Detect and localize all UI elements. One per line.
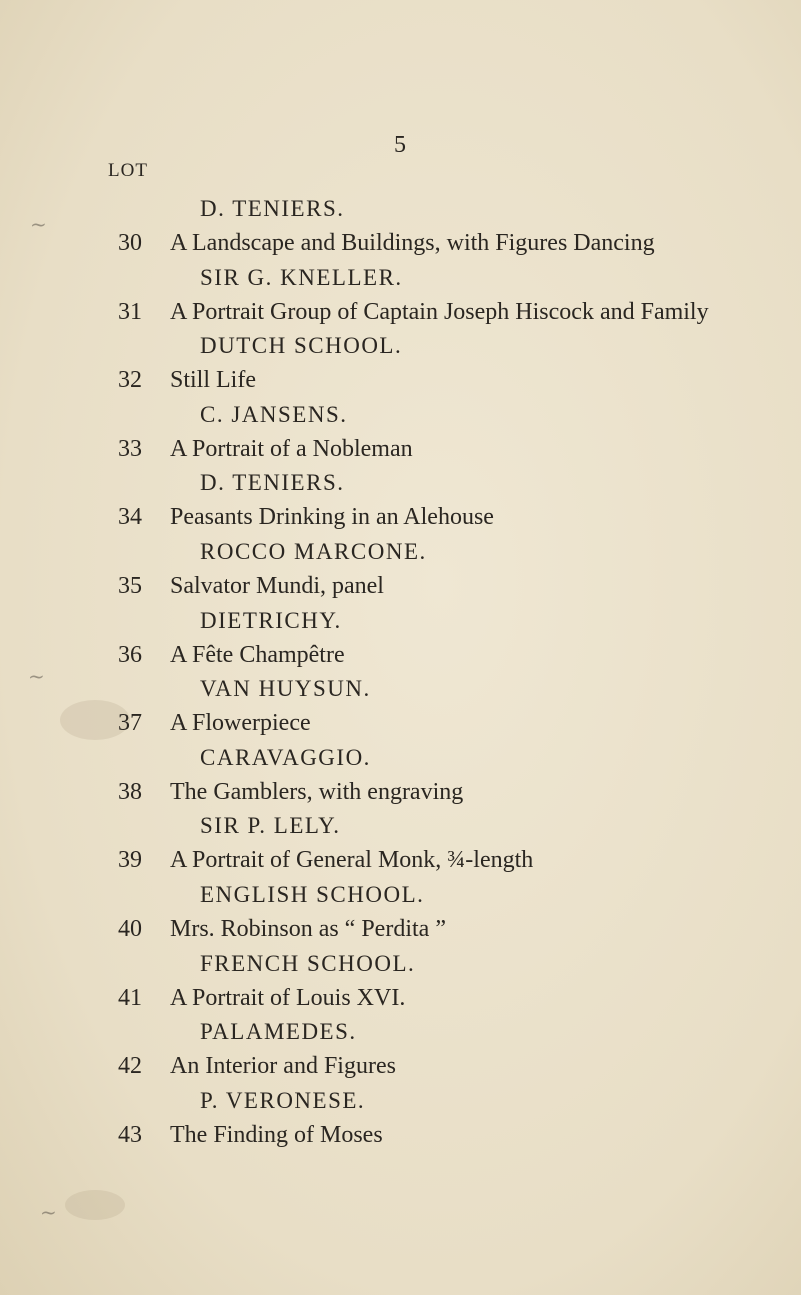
lot-number: 43 bbox=[118, 1122, 142, 1148]
artist-name: PALAMEDES. bbox=[200, 1019, 357, 1044]
artwork-title: A Portrait of General Monk, ¾-length bbox=[170, 847, 534, 873]
artist-name: C. JANSENS. bbox=[200, 402, 348, 427]
pencil-mark: ~ bbox=[30, 212, 47, 236]
artist-name: SIR P. LELY. bbox=[200, 813, 341, 838]
lot-number: 38 bbox=[118, 779, 142, 805]
lot-number: 41 bbox=[118, 985, 142, 1011]
artist-name: DUTCH SCHOOL. bbox=[200, 333, 403, 358]
artwork-title: Still Life bbox=[170, 367, 256, 393]
artist-name: P. VERONESE. bbox=[200, 1088, 366, 1113]
lot-column-header: LOT bbox=[108, 160, 148, 181]
artwork-title: A Landscape and Buildings, with Figures Dancing bbox=[170, 230, 655, 256]
lot-number: 32 bbox=[118, 367, 142, 393]
artwork-title: Mrs. Robinson as “ Perdita ” bbox=[170, 916, 446, 942]
artwork-title: A Fête Champêtre bbox=[170, 642, 345, 668]
artwork-title: Salvator Mundi, panel bbox=[170, 573, 384, 599]
artwork-title: Peasants Drinking in an Alehouse bbox=[170, 504, 494, 530]
paper-stain bbox=[65, 1190, 125, 1220]
artwork-title: The Gamblers, with engraving bbox=[170, 779, 464, 805]
artist-name: SIR G. KNELLER. bbox=[200, 265, 403, 290]
lot-number: 34 bbox=[118, 504, 142, 530]
lot-number: 36 bbox=[118, 642, 142, 668]
artwork-title: A Flowerpiece bbox=[170, 710, 311, 736]
artwork-title: The Finding of Moses bbox=[170, 1122, 383, 1148]
pencil-mark: ~ bbox=[28, 664, 45, 688]
artwork-title: An Interior and Figures bbox=[170, 1053, 396, 1079]
artwork-title: A Portrait of a Nobleman bbox=[170, 436, 413, 462]
pencil-mark: ~ bbox=[40, 1200, 57, 1224]
lot-number: 40 bbox=[118, 916, 142, 942]
lot-number: 30 bbox=[118, 230, 142, 256]
artist-name: FRENCH SCHOOL. bbox=[200, 951, 416, 976]
artist-name: CARAVAGGIO. bbox=[200, 745, 371, 770]
lot-number: 31 bbox=[118, 299, 142, 325]
lot-number: 37 bbox=[118, 710, 142, 736]
lot-number: 35 bbox=[118, 573, 142, 599]
artwork-title: A Portrait Group of Captain Joseph Hiscock and Family bbox=[170, 299, 709, 325]
artist-name: DIETRICHY. bbox=[200, 608, 342, 633]
artist-name: ENGLISH SCHOOL. bbox=[200, 882, 425, 907]
lot-number: 33 bbox=[118, 436, 142, 462]
lot-number: 39 bbox=[118, 847, 142, 873]
page-number: 5 bbox=[394, 132, 406, 158]
artist-name: ROCCO MARCONE. bbox=[200, 539, 427, 564]
artwork-title: A Portrait of Louis XVI. bbox=[170, 985, 406, 1011]
artist-name: VAN HUYSUN. bbox=[200, 676, 371, 701]
lot-number: 42 bbox=[118, 1053, 142, 1079]
artist-name: D. TENIERS. bbox=[200, 470, 345, 495]
artist-name: D. TENIERS. bbox=[200, 196, 345, 221]
